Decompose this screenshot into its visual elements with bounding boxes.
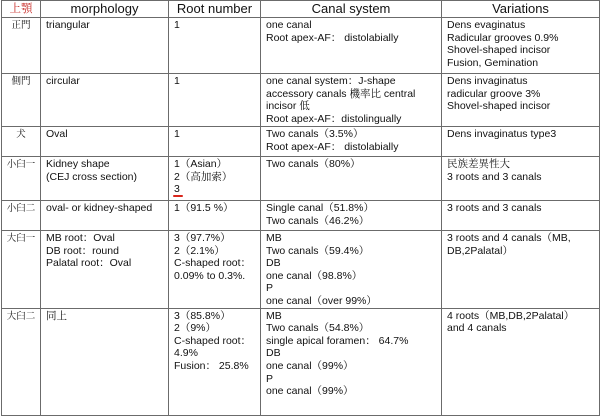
cell-line: Two canals（80%） [266,158,361,170]
cell-line: Single canal（51.8%） [266,202,374,214]
cell-line: 民族差異性大 [447,158,510,170]
root-number-cell [169,157,261,201]
cell-line: 1（Asian） [174,158,228,170]
cell-line: radicular groove 3% [447,87,541,100]
root-number-cell [169,201,261,231]
cell-line: P [266,282,274,295]
morphology-cell [41,231,169,309]
cell-line: Root apex-AF： distolabially [266,140,399,153]
cell-line: and 4 canals [447,322,507,335]
cell-line: Dens invaginatus type3 [447,128,557,140]
cell-line: oval- or kidney-shaped [46,202,153,214]
tooth-morphology-table [1,0,600,416]
tooth-label: 大臼二 [2,308,41,415]
morphology-cell [41,157,169,201]
variations-cell [442,18,600,74]
cell-line: 1 [174,75,180,87]
root-number-cell [169,308,261,415]
cell-line: MB [266,309,282,322]
cell-line: 2（9%） [174,322,217,335]
cell-line: accessory canals 機率比 central [266,87,416,100]
tooth-label: 小臼一 [2,157,41,201]
annotated-value [174,183,180,196]
root-number-cell [169,74,261,127]
morphology-cell [41,127,169,157]
cell-line: DB [266,257,281,270]
header-corner: 上顎 [2,1,41,18]
root-number-cell [169,127,261,157]
cell-line: one canal [266,19,312,31]
cell-line: Dens evaginatus [447,19,526,31]
canal-system-cell [261,74,442,127]
header-row [2,1,600,18]
cell-line: one canal system：J-shape [266,75,396,87]
cell-line: DB [266,347,281,360]
cell-line: one canal（99%） [266,385,354,398]
cell-line: one canal（over 99%） [266,294,377,307]
cell-line: 3（97.7%） [174,232,231,244]
table-row [2,127,600,157]
header-canal-system: Canal system [261,1,442,18]
cell-line: incisor 低 [266,100,310,113]
cell-line: 1（91.5 %） [174,202,234,214]
cell-line: DB root：round [46,244,119,257]
cell-line: 3 roots and 3 canals [447,202,542,214]
table-row [2,308,600,415]
cell-line: C-shaped root： [174,334,252,347]
morphology-cell [41,201,169,231]
canal-system-cell [261,18,442,74]
cell-line: Two canals（54.8%） [266,322,370,335]
cell-line: 2（高加索） [174,170,233,183]
cell-line: Root apex-AF：distolingually [266,112,402,125]
cell-line: 1 [174,128,180,140]
annotated-value-text: 3 [174,183,180,196]
cell-line: (CEJ cross section) [46,170,138,183]
header-root-number: Root number [169,1,261,18]
cell-line: Two canals（59.4%） [266,244,370,257]
cell-line: 3（85.8%） [174,309,231,322]
cell-line: DB,2Palatal） [447,244,513,257]
cell-line: Radicular grooves 0.9% [447,31,559,44]
cell-line: Shovel-shaped incisor [447,100,551,113]
morphology-cell [41,74,169,127]
table-row [2,157,600,201]
cell-line: Palatal root：Oval [46,257,132,270]
canal-system-cell [261,157,442,201]
cell-line: MB [266,232,282,244]
cell-line: Root apex-AF： distolabially [266,31,399,44]
cell-line: triangular [46,19,90,31]
variations-cell [442,157,600,201]
cell-line: Kidney shape [46,158,110,170]
cell-line: Shovel-shaped incisor [447,44,551,57]
cell-line: P [266,372,274,385]
canal-system-cell [261,231,442,309]
root-number-cell [169,18,261,74]
canal-system-cell [261,308,442,415]
cell-line: 4 roots（MB,DB,2Palatal） [447,309,575,322]
tooth-label: 小臼二 [2,201,41,231]
tooth-label: 大臼一 [2,231,41,309]
cell-line: Two canals（46.2%） [266,214,370,227]
table-row [2,231,600,309]
tooth-label: 犬 [2,127,41,157]
cell-line: 3 roots and 4 canals（MB, [447,232,571,244]
cell-line: 2（2.1%） [174,244,225,257]
table-row [2,74,600,127]
cell-line [174,183,256,196]
table-row [2,18,600,74]
variations-cell [442,308,600,415]
header-variations: Variations [442,1,600,18]
cell-line: 1 [174,19,180,31]
variations-cell [442,127,600,157]
cell-line: MB root：Oval [46,232,115,244]
variations-cell [442,231,600,309]
canal-system-cell [261,201,442,231]
cell-line: Oval [46,128,68,140]
red-underline-mark [173,195,183,197]
table-row [2,201,600,231]
cell-line: 3 roots and 3 canals [447,170,542,183]
cell-line: Fusion, Gemination [447,56,539,69]
cell-line: one canal（98.8%） [266,269,363,282]
cell-line: Dens invaginatus [447,75,528,87]
variations-cell [442,201,600,231]
cell-line: one canal（99%） [266,359,354,372]
cell-line: 4.9% [174,347,198,360]
cell-line: C-shaped root： [174,257,252,270]
tooth-label: 正門 [2,18,41,74]
cell-line: single apical foramen： 64.7% [266,334,409,347]
table-body [2,18,600,416]
cell-line: Two canals（3.5%） [266,128,364,140]
root-number-cell [169,231,261,309]
cell-line: 0.09% to 0.3%. [174,269,246,282]
variations-cell [442,74,600,127]
morphology-cell [41,18,169,74]
morphology-cell [41,308,169,415]
canal-system-cell [261,127,442,157]
tooth-label: 側門 [2,74,41,127]
cell-line: 同上 [46,309,67,322]
cell-line: Fusion： 25.8% [174,359,249,372]
header-morphology: morphology [41,1,169,18]
cell-line: circular [46,75,80,87]
